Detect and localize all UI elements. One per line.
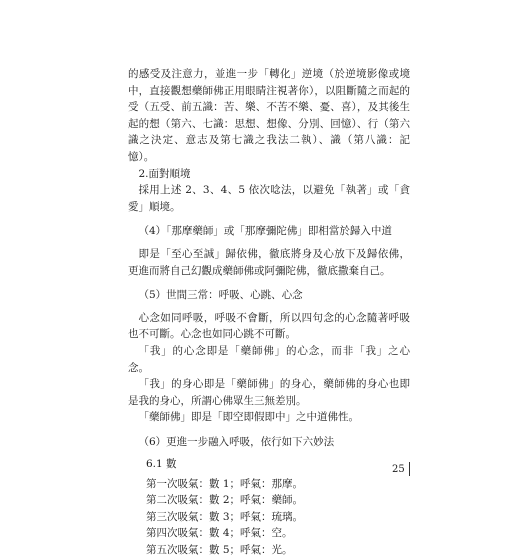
item-2-text: 採用上述 2、3、4、5 依次唸法，以避免「執著」或「貪愛」順境。 bbox=[128, 184, 410, 213]
section-5-text-1: 心念如同呼吸，呼吸不會斷，所以四句念的心念隨著呼吸也不可斷。心念也如同心跳不可斷。 bbox=[128, 311, 410, 341]
section-4-heading: （4）「那摩藥師」或「那摩彌陀佛」即相當於歸入中道 bbox=[138, 225, 392, 238]
list-item: 第三次吸氣：數 3；呼氣：琉璃。 bbox=[146, 510, 304, 523]
page-number: 25 bbox=[392, 463, 405, 475]
footer-rule bbox=[409, 462, 410, 476]
breath-count-list bbox=[146, 476, 410, 558]
section-5-heading: （5）世間三常：呼吸、心跳、心念 bbox=[138, 289, 303, 302]
list-item: 第四次吸氣：數 4；呼氣：空。 bbox=[146, 527, 293, 540]
list-item: 第五次吸氣：數 5；呼氣：光。 bbox=[146, 543, 293, 556]
paragraph-transform-adversity: 的感受及注意力，並進一步「轉化」逆境（於逆境影像或境中，直接觀想藥師佛正用眼睛注視著你），以阻斷隨之而起的受（五受、前五識：苦、樂、不苦不樂、憂、喜），及其後生起的想（第六、七識：思想、想像、分別、回憶）、行（第六識之決定、意志及第七識之我法二執）、識（第八識：記憶）。 bbox=[128, 68, 410, 163]
section-5-text-3: 「我」的身心即是「藥師佛」的身心，藥師佛的身心也即是我的身心，所謂心佛眾生三無差別。 bbox=[128, 378, 410, 407]
section-6-heading: （6）更進一步融入呼吸，依行如下六妙法 bbox=[138, 435, 335, 448]
section-5-text-2: 「我」的心念即是「藥師佛」的心念，而非「我」之心念。 bbox=[128, 344, 410, 374]
item-2-title: 2.面對順境 bbox=[138, 167, 191, 180]
page-footer bbox=[392, 462, 410, 476]
section-6-1-heading: 6.1 數 bbox=[146, 458, 177, 471]
list-item: 第一次吸氣：數 1；呼氣：那摩。 bbox=[146, 478, 304, 491]
list-item: 第二次吸氣：數 2；呼氣：藥師。 bbox=[146, 494, 304, 507]
page-content bbox=[128, 66, 410, 558]
section-5-text-4: 「藥師佛」即是「即空即假即中」之中道佛性。 bbox=[138, 411, 359, 424]
section-4-text: 即是「至心至誠」歸依佛，徹底將身及心放下及歸依佛，更進而將自己幻觀成藥師佛或阿彌陀佛，徹底撒棄自己。 bbox=[128, 247, 410, 277]
